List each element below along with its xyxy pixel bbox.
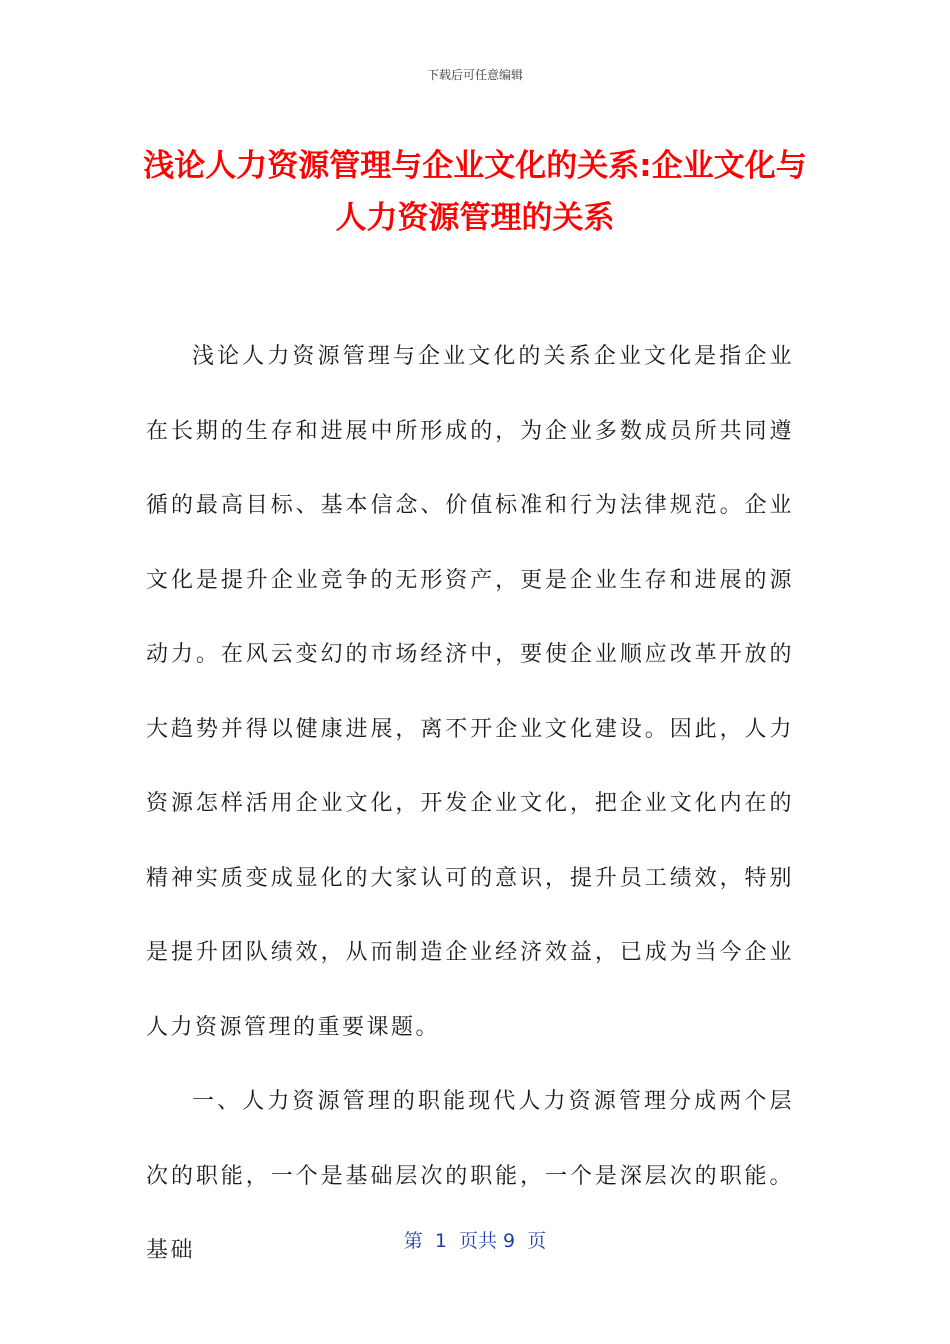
document-body	[146, 320, 794, 1289]
paragraph: 浅论人力资源管理与企业文化的关系企业文化是指企业在长期的生存和进展中所形成的，为企业多数成员所共同遵循的最高目标、基本信念、价值标准和行为法律规范。企业文化是提升企业竞争的无形资产，更是企业生存和进展的源动力。在风云变幻的市场经济中，要使企业顺应改革开放的大趋势并得以健康进展，离不开企业文化建设。因此，人力资源怎样活用企业文化，开发企业文化，把企业文化内在的精神实质变成显化的大家认可的意识，提升员工绩效，特别是提升团队绩效，从而制造企业经济效益，已成为当今企业人力资源管理的重要课题。	[146, 344, 794, 1040]
paragraph: 一、人力资源管理的职能现代人力资源管理分成两个层次的职能，一个是基础层次的职能，一个是深层次的职能。基础	[146, 1089, 794, 1263]
header-note: 下载后可任意编辑	[426, 68, 523, 82]
document-title: 浅论人力资源管理与企业文化的关系:企业文化与人力资源管理的关系	[143, 148, 807, 236]
page-number-footer: 第 1 页共 9 页	[403, 1230, 547, 1252]
